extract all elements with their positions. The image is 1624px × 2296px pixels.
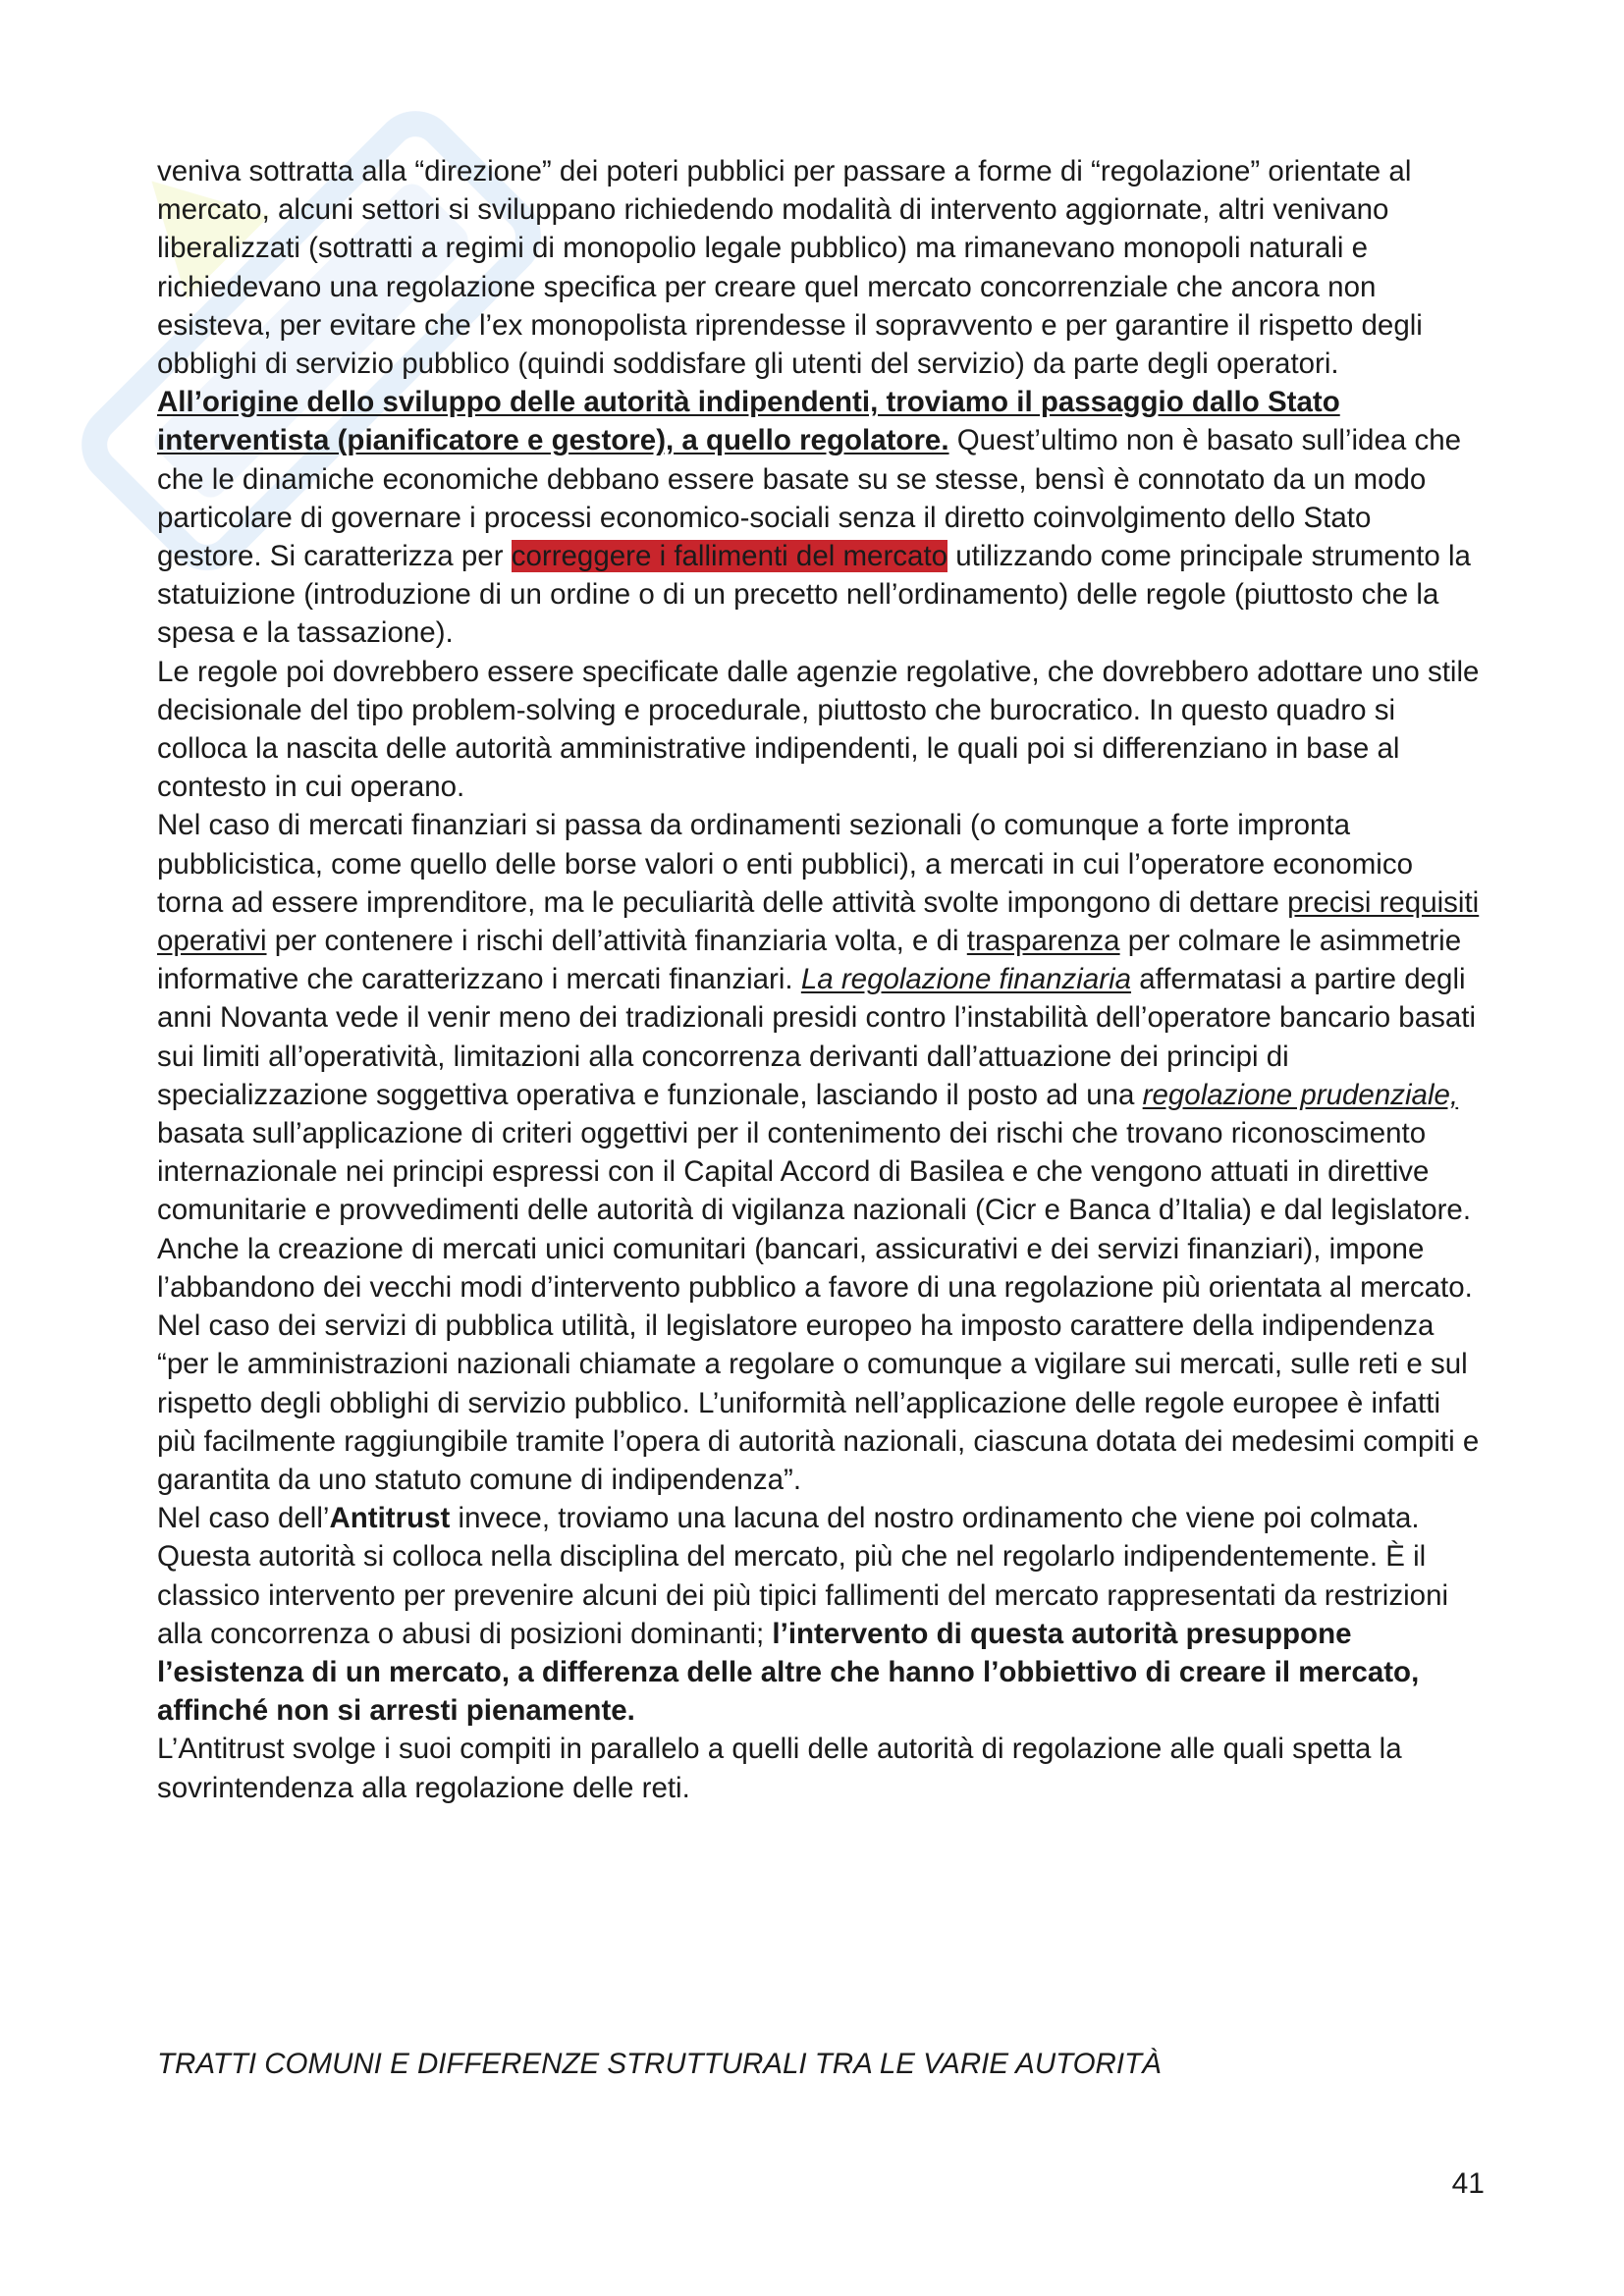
text-run: per colmare le asimmetrie informative che caratterizzano i mercati finanziari. xyxy=(157,925,1462,996)
styled-text: Antitrust xyxy=(329,1502,451,1535)
styled-text: All’origine dello sviluppo delle autorità indipendenti, troviamo il passaggio dallo Stato interventista (pianificatore e gestore), a quello regolatore. xyxy=(157,386,1340,457)
text-run: affermatasi a partire degli anni Novanta vede il venir meno dei tradizionali presidi contro l’instabilità dell’operatore bancario basati sui limiti all’operatività, limitazioni alla concorrenza derivanti dall’attuazione dei principi di specializzazione soggettiva operativa e funzionale, lasciando il posto ad una xyxy=(157,963,1477,1111)
text-run: veniva sottratta alla “direzione” dei poteri pubblici per passare a forme di “regolazione” orientate al mercato, alcuni settori si sviluppano richiedendo modalità di intervento aggiornate, altri venivano liberalizzati (sottratti a regimi di monopolio legale pubblico) ma rimanevano monopoli naturali e richiedevano una regolazione specifica per creare quel mercato concorrenziale che ancora non esisteva, per evitare che l’ex monopolista riprendesse il sopravvento e per garantire il rispetto degli obblighi di servizio pubblico (quindi soddisfare gli utenti del servizio) da parte degli operatori. xyxy=(157,155,1423,381)
text-run: Nel caso dei servizi di pubblica utilità, il legislatore europeo ha imposto carattere della indipendenza “per le amministrazioni nazionali chiamate a regolare o comunque a vigilare sui mercati, sulle reti e sul rispetto degli obblighi di servizio pubblico. L’uniformità nell’applicazione delle regole europee è infatti più facilmente raggiungibile tramite l’opera di autorità nazionali, ciascuna dotata dei medesimi compiti e garantita da uno statuto comune di indipendenza”. xyxy=(157,1309,1480,1496)
page-number: 41 xyxy=(1451,2167,1485,2200)
paragraph xyxy=(157,806,1483,1307)
paragraph xyxy=(157,1307,1483,1499)
text-run: per contenere i rischi dell’attività finanziaria volta, e di xyxy=(266,925,967,958)
paragraph xyxy=(157,152,1483,383)
document-body xyxy=(157,152,1483,1807)
text-run: utilizzando come principale strumento la statuizione (introduzione di un ordine o di un precetto nell’ordinamento) delle regole (piuttosto che la spesa e la tassazione). xyxy=(157,540,1471,650)
styled-text: regolazione prudenziale, xyxy=(1142,1078,1459,1111)
paragraph xyxy=(157,383,1483,652)
section-heading: TRATTI COMUNI E DIFFERENZE STRUTTURALI TRA LE VARIE AUTORITÀ xyxy=(157,2048,1162,2080)
styled-text: correggere i fallimenti del mercato xyxy=(511,540,948,573)
styled-text: precisi requisiti operativi xyxy=(157,885,1480,958)
text-run: basata sull’applicazione di criteri oggettivi per il contenimento dei rischi che trovano riconoscimento internazionale nei principi espressi con il Capital Accord di Basilea e che vengono attuati in direttive comunitarie e provvedimenti delle autorità di vigilanza nazionali (Cicr e Banca d’Italia) e dal legislatore. Anche la creazione di mercati unici comunitari (bancari, assicurativi e dei servizi finanziari), impone l’abbandono dei vecchi modi d’intervento pubblico a favore di una regolazione più orientata al mercato. xyxy=(157,1117,1473,1304)
styled-text: l’intervento di questa autorità presuppone l’esistenza di un mercato, a differenza delle altre che hanno l’obbiettivo di creare il mercato, affinché non si arresti pienamente. xyxy=(157,1617,1420,1728)
text-run: Nel caso di mercati finanziari si passa da ordinamenti sezionali (o comunque a forte impronta pubblicistica, come quello delle borse valori o enti pubblici), a mercati in cui l’operatore economico torna ad essere imprenditore, ma le peculiarità delle attività svolte impongono di dettare xyxy=(157,809,1413,919)
paragraph xyxy=(157,1499,1483,1730)
text-run: Nel caso dell’ xyxy=(157,1502,330,1535)
text-run: L’Antitrust svolge i suoi compiti in parallelo a quelli delle autorità di regolazione alle quali spetta la sovrintendenza alla regolazione delle reti. xyxy=(157,1733,1402,1804)
text-run: Le regole poi dovrebbero essere specificate dalle agenzie regolative, che dovrebbero adottare uno stile decisionale del tipo problem-solving e procedurale, piuttosto che burocratico. In questo quadro si colloca la nascita delle autorità amministrative indipendenti, le quali poi si differenziano in base al contesto in cui operano. xyxy=(157,655,1480,804)
paragraph xyxy=(157,1730,1483,1806)
styled-text: trasparenza xyxy=(966,925,1120,958)
paragraph xyxy=(157,653,1483,807)
text-run: invece, troviamo una lacuna del nostro ordinamento che viene poi colmata. Questa autorità si colloca nella disciplina del mercato, più che nel regolarlo indipendentemente. È il classico intervento per prevenire alcuni dei più tipici fallimenti del mercato rappresentati da restrizioni alla concorrenza o abusi di posizioni dominanti; xyxy=(157,1502,1449,1650)
text-run: Quest’ultimo non è basato sull’idea che che le dinamiche economiche debbano essere basate su se stesse, bensì è connotato da un modo particolare di governare i processi economico-sociali senza il diretto coinvolgimento dello Stato gestore. Si caratterizza per xyxy=(157,424,1462,573)
styled-text: La regolazione finanziaria xyxy=(800,963,1132,996)
